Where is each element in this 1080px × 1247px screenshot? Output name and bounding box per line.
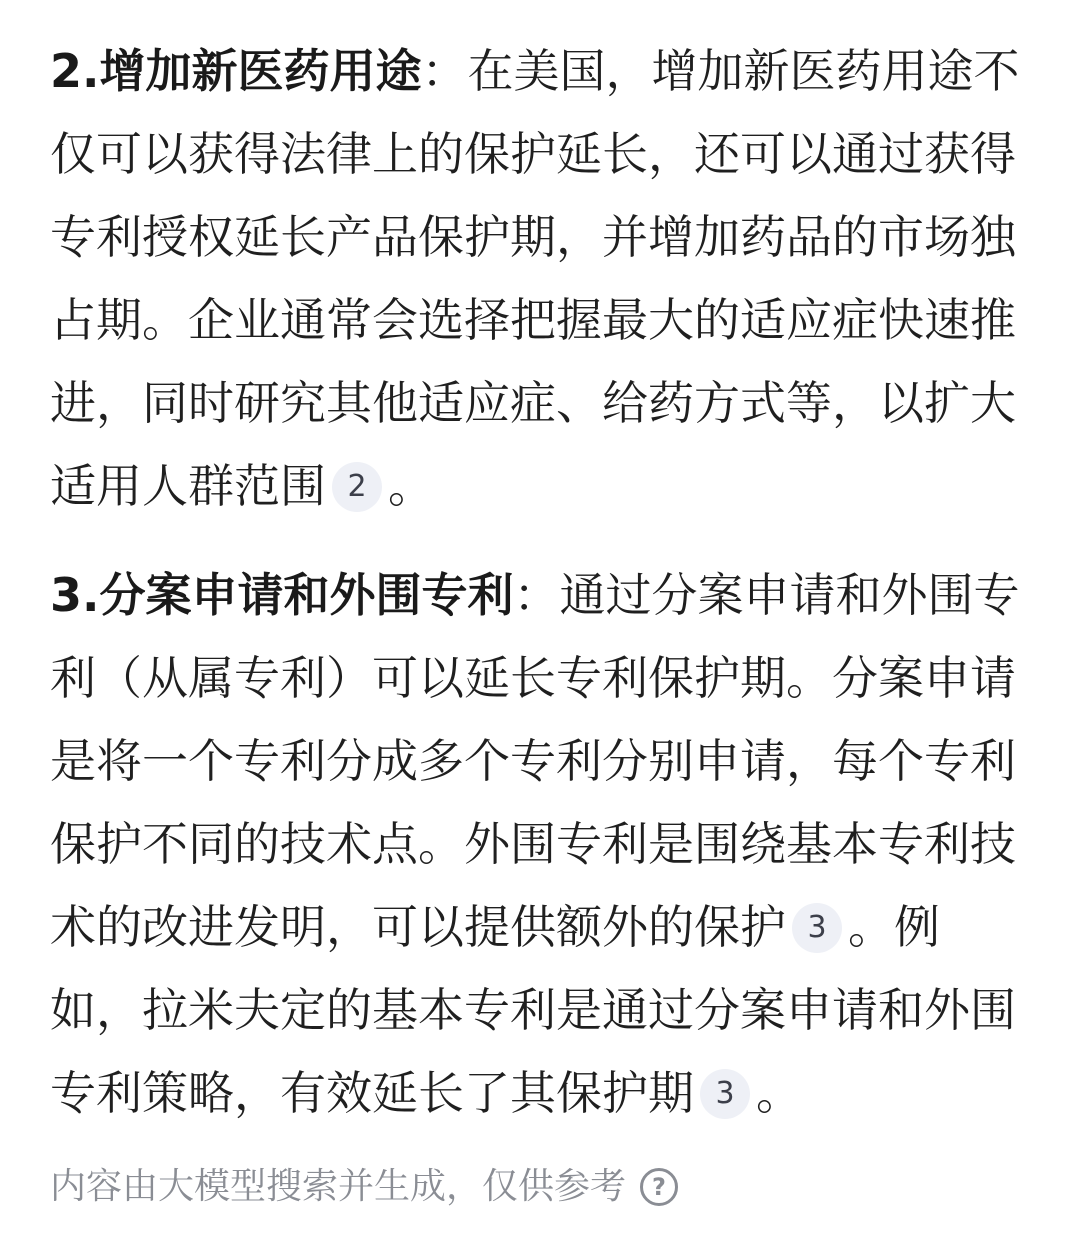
citation-badge[interactable]: 3 — [700, 1069, 750, 1119]
citation-badge[interactable]: 3 — [792, 903, 842, 953]
answer-content — [50, 30, 1025, 1135]
item-text: 通过分案申请和外围专利（从属专利）可以延长专利保护期。分案申请是将一个专利分成多个专利分别申请，每个专利保护不同的技术点。外围专利是围绕基本专利技术的改进发明，可以提供额外的保护 — [50, 568, 1020, 954]
item-number: 3. — [50, 568, 100, 622]
item-text: 。 — [388, 459, 434, 513]
item-term: 分案申请和外围专利 — [99, 568, 514, 622]
list-item — [50, 30, 1025, 528]
item-term: 增加新医药用途 — [99, 44, 422, 98]
citation-badge[interactable]: 2 — [332, 462, 382, 512]
item-text: 。 — [756, 1066, 802, 1120]
item-text: 。例如，拉米夫定的基本专利是通过分案申请和外围专利策略，有效延长了其保护期 — [50, 900, 1016, 1120]
item-number: 2. — [50, 44, 100, 98]
help-icon[interactable]: ? — [640, 1168, 678, 1206]
item-colon: ： — [513, 568, 560, 622]
item-colon: ： — [421, 44, 468, 98]
disclaimer-text: 内容由大模型搜索并生成，仅供参考 — [50, 1166, 627, 1207]
list-item — [50, 554, 1025, 1135]
ai-disclaimer — [50, 1162, 678, 1212]
item-text: 在美国，增加新医药用途不仅可以获得法律上的保护延长，还可以通过获得专利授权延长产品保护期，并增加药品的市场独占期。企业通常会选择把握最大的适应症快速推进，同时研究其他适应症、给药方式等，以扩大适用人群范围 — [50, 44, 1020, 513]
